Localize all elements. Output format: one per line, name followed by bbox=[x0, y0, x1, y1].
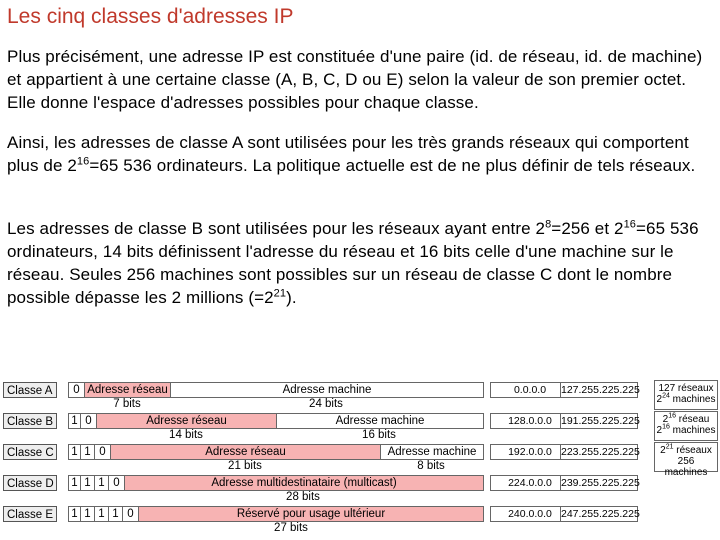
range-end: 239.255.225.225 bbox=[561, 477, 640, 489]
range-end: 191.255.225.225 bbox=[561, 415, 640, 427]
network-field: Adresse réseau bbox=[85, 383, 171, 397]
prefix-bit: 0 bbox=[123, 507, 139, 521]
network-bits-label: 7 bits bbox=[113, 398, 141, 410]
prefix-bit: 1 bbox=[81, 476, 95, 490]
class-label: Classe A bbox=[3, 382, 57, 398]
multicast-bits-label: 28 bits bbox=[286, 491, 320, 503]
class-label: Classe B bbox=[3, 413, 57, 429]
prefix-bit: 1 bbox=[109, 507, 123, 521]
network-field: Adresse réseau bbox=[111, 445, 381, 459]
p3-text-d: ). bbox=[286, 288, 297, 307]
address-bar bbox=[68, 506, 484, 522]
p3-exponent-3: 21 bbox=[273, 287, 287, 300]
class-row-d bbox=[0, 473, 720, 504]
range-start: 192.0.0.0 bbox=[490, 444, 570, 460]
network-bits-label: 14 bits bbox=[169, 429, 203, 441]
range-end: 127.255.225.225 bbox=[561, 384, 640, 396]
range-start: 224.0.0.0 bbox=[490, 475, 570, 491]
prefix-bit: 1 bbox=[69, 445, 81, 459]
p3-exponent-2: 16 bbox=[623, 218, 637, 231]
p3-text-b: =256 et 2 bbox=[551, 219, 624, 238]
note-line: $2^{21}$ réseaux bbox=[660, 443, 712, 456]
reserved-field: Réservé pour usage ultérieur bbox=[139, 507, 483, 521]
prefix-bit: 1 bbox=[69, 476, 81, 490]
host-field: Adresse machine bbox=[387, 446, 477, 458]
range-start: 0.0.0.0 bbox=[490, 382, 570, 398]
range-start: 240.0.0.0 bbox=[490, 506, 570, 522]
prefix-bit: 1 bbox=[81, 507, 95, 521]
p2-text-b: =65 536 ordinateurs. La politique actuelle est de ne plus définir de tels réseaux. bbox=[89, 156, 696, 175]
host-bits-label: 16 bits bbox=[362, 429, 396, 441]
class-row-e bbox=[0, 504, 720, 535]
class-label: Classe D bbox=[3, 475, 57, 491]
class-row-b bbox=[0, 411, 720, 442]
address-bar bbox=[68, 382, 484, 398]
class-row-a bbox=[0, 380, 720, 411]
p3-exponent-1: 8 bbox=[545, 218, 552, 231]
p2-text-a: Ainsi, les adresses de classe A sont utilisées pour les très grands réseaux qui comportent plus de 2 bbox=[7, 133, 689, 175]
host-field: Adresse machine bbox=[335, 415, 425, 427]
host-bits-label: 8 bits bbox=[417, 460, 445, 472]
prefix-bit: 0 bbox=[81, 414, 97, 428]
range-start: 128.0.0.0 bbox=[490, 413, 570, 429]
note-line: 256 machines bbox=[664, 456, 708, 478]
class-label: Classe C bbox=[3, 444, 57, 460]
prefix-bit: 1 bbox=[95, 476, 109, 490]
prefix-bit: 0 bbox=[95, 445, 111, 459]
host-field: Adresse machine bbox=[282, 384, 372, 396]
address-bar bbox=[68, 413, 484, 429]
note-line: 127 réseaux bbox=[658, 383, 714, 394]
note-class-a bbox=[654, 380, 718, 410]
note-line: $2^{24}$ machines bbox=[656, 392, 716, 405]
paragraph-class-b-c bbox=[7, 217, 713, 309]
note-class-b bbox=[654, 411, 718, 441]
note-line: $2^{16}$ machines bbox=[656, 423, 716, 436]
prefix-bit: 0 bbox=[109, 476, 125, 490]
network-bits-label: 21 bits bbox=[228, 460, 262, 472]
multicast-field: Adresse multidestinataire (multicast) bbox=[125, 476, 483, 490]
range-end: 223.255.225.225 bbox=[561, 446, 640, 458]
p3-text-c: =65 536 ordinateurs, 14 bits définissent l'adresse du réseau et 16 bits celle d'une machine sur le réseau. Seules 256 machines sont possibles sur un réseau de classe C dont le nombre possible dépasse les 2 millions (=2 bbox=[7, 219, 699, 307]
class-label: Classe E bbox=[3, 506, 57, 522]
prefix-bit: 1 bbox=[69, 507, 81, 521]
paragraph-intro: Plus précisément, une adresse IP est constituée d'une paire (id. de réseau, id. de machine) et appartient à une certaine classe (A, B, C, D ou E) selon la valeur de son premier octet. Elle donne l'espace d'adresses possibles pour chaque classe. bbox=[7, 47, 703, 112]
address-bar bbox=[68, 475, 484, 491]
p3-text-a: Les adresses de classe B sont utilisées pour les réseaux ayant entre 2 bbox=[7, 219, 546, 238]
prefix-bit: 1 bbox=[69, 414, 81, 428]
class-row-c bbox=[0, 442, 720, 473]
network-field: Adresse réseau bbox=[97, 414, 277, 428]
prefix-bit: 1 bbox=[95, 507, 109, 521]
address-bar bbox=[68, 444, 484, 460]
ip-classes-diagram bbox=[0, 378, 720, 540]
note-line: $2^{16}$ réseau bbox=[662, 412, 710, 425]
range-end: 247.255.225.225 bbox=[561, 508, 640, 520]
paragraph-class-a bbox=[7, 131, 713, 177]
p2-exponent: 16 bbox=[76, 155, 90, 168]
prefix-bit: 1 bbox=[81, 445, 95, 459]
host-bits-label: 24 bits bbox=[309, 398, 343, 410]
prefix-bit: 0 bbox=[69, 383, 85, 397]
reserved-bits-label: 27 bits bbox=[274, 522, 308, 534]
note-class-c bbox=[654, 442, 718, 478]
page-title: Les cinq classes d'adresses IP bbox=[7, 5, 294, 28]
